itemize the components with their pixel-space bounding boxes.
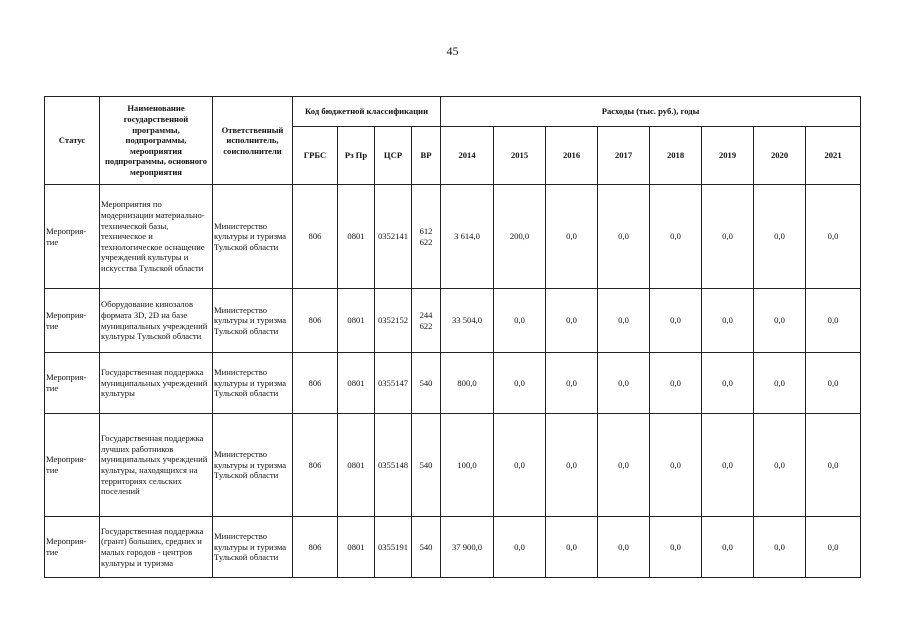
row-amount: 0,0: [754, 185, 806, 289]
row-amount: 0,0: [494, 414, 546, 517]
row-grbs: 806: [293, 517, 338, 578]
row-name: Государственная поддержка (грант) больших, средних и малых городов - центров культуры и туризма: [100, 517, 213, 578]
row-amount: 0,0: [702, 289, 754, 353]
row-name: Мероприятия по модернизации материально-технической базы, техническое и технологическое оснащение учреждений культуры и искусства Тульской области: [100, 185, 213, 289]
row-rzpr: 0801: [338, 185, 375, 289]
header-year: 2014: [441, 127, 494, 185]
row-amount: 0,0: [754, 414, 806, 517]
row-amount: 0,0: [598, 289, 650, 353]
row-amount: 0,0: [702, 517, 754, 578]
row-amount: 0,0: [546, 289, 598, 353]
row-name: Оборудование кинозалов формата 3D, 2D на базе муниципальных учреждений культуры Тульской области: [100, 289, 213, 353]
row-amount: 3 614,0: [441, 185, 494, 289]
row-csr: 0352141: [375, 185, 412, 289]
row-vr: 244 622: [412, 289, 441, 353]
row-amount: 0,0: [546, 353, 598, 414]
row-amount: 33 504,0: [441, 289, 494, 353]
row-status: Мероприя-тие: [45, 414, 100, 517]
header-rzpr: Рз Пр: [338, 127, 375, 185]
row-amount: 0,0: [702, 414, 754, 517]
row-amount: 0,0: [650, 517, 702, 578]
row-amount: 0,0: [806, 414, 861, 517]
row-amount: 0,0: [546, 185, 598, 289]
row-amount: 0,0: [546, 414, 598, 517]
row-status: Мероприя-тие: [45, 185, 100, 289]
row-amount: 0,0: [806, 289, 861, 353]
row-amount: 0,0: [806, 353, 861, 414]
table-row: [45, 517, 861, 578]
row-amount: 0,0: [494, 289, 546, 353]
row-amount: 200,0: [494, 185, 546, 289]
table-row: [45, 414, 861, 517]
row-amount: 0,0: [754, 353, 806, 414]
row-executor: Министерство культуры и туризма Тульской области: [213, 414, 293, 517]
row-amount: 0,0: [702, 185, 754, 289]
header-year: 2020: [754, 127, 806, 185]
row-amount: 0,0: [598, 517, 650, 578]
header-name: Наименование государственной программы, подпрограммы, мероприятия подпрограммы, основного мероприятия: [100, 97, 213, 185]
row-vr: 540: [412, 517, 441, 578]
row-executor: Министерство культуры и туризма Тульской области: [213, 353, 293, 414]
row-vr: 540: [412, 353, 441, 414]
row-amount: 0,0: [650, 353, 702, 414]
row-grbs: 806: [293, 353, 338, 414]
row-amount: 0,0: [546, 517, 598, 578]
row-status: Мероприя-тие: [45, 289, 100, 353]
row-amount: 0,0: [598, 414, 650, 517]
header-year: 2016: [546, 127, 598, 185]
header-vr: ВР: [412, 127, 441, 185]
row-name: Государственная поддержка лучших работников муниципальных учреждений культуры, находящихся на территориях сельских поселений: [100, 414, 213, 517]
row-amount: 0,0: [754, 517, 806, 578]
row-csr: 0352152: [375, 289, 412, 353]
row-rzpr: 0801: [338, 414, 375, 517]
row-amount: 0,0: [650, 289, 702, 353]
row-amount: 100,0: [441, 414, 494, 517]
row-grbs: 806: [293, 185, 338, 289]
row-vr: 612 622: [412, 185, 441, 289]
budget-table: [44, 96, 861, 578]
row-executor: Министерство культуры и туризма Тульской области: [213, 185, 293, 289]
row-amount: 0,0: [806, 517, 861, 578]
header-year: 2018: [650, 127, 702, 185]
header-expenses: Расходы (тыс. руб.), годы: [441, 97, 861, 127]
row-grbs: 806: [293, 289, 338, 353]
row-status: Мероприя-тие: [45, 353, 100, 414]
row-csr: 0355191: [375, 517, 412, 578]
row-rzpr: 0801: [338, 353, 375, 414]
row-amount: 0,0: [650, 185, 702, 289]
header-year: 2019: [702, 127, 754, 185]
table-row: [45, 289, 861, 353]
row-amount: 0,0: [702, 353, 754, 414]
header-year: 2021: [806, 127, 861, 185]
row-csr: 0355148: [375, 414, 412, 517]
row-amount: 0,0: [806, 185, 861, 289]
header-grbs: ГРБС: [293, 127, 338, 185]
row-amount: 0,0: [650, 414, 702, 517]
header-year: 2015: [494, 127, 546, 185]
row-executor: Министерство культуры и туризма Тульской области: [213, 289, 293, 353]
row-name: Государственная поддержка муниципальных учреждений культуры: [100, 353, 213, 414]
row-vr: 540: [412, 414, 441, 517]
header-status: Статус: [45, 97, 100, 185]
header-executor: Ответственный исполнитель, соисполнители: [213, 97, 293, 185]
row-csr: 0355147: [375, 353, 412, 414]
header-year: 2017: [598, 127, 650, 185]
header-csr: ЦСР: [375, 127, 412, 185]
table-row: [45, 353, 861, 414]
header-budget-code: Код бюджетной классификации: [293, 97, 441, 127]
row-amount: 0,0: [754, 289, 806, 353]
page-number: 45: [446, 44, 459, 58]
row-amount: 0,0: [598, 185, 650, 289]
row-executor: Министерство культуры и туризма Тульской области: [213, 517, 293, 578]
row-rzpr: 0801: [338, 289, 375, 353]
row-amount: 800,0: [441, 353, 494, 414]
row-status: Мероприя-тие: [45, 517, 100, 578]
row-amount: 0,0: [494, 353, 546, 414]
row-amount: 37 900,0: [441, 517, 494, 578]
row-rzpr: 0801: [338, 517, 375, 578]
table-row: [45, 185, 861, 289]
row-amount: 0,0: [598, 353, 650, 414]
row-grbs: 806: [293, 414, 338, 517]
row-amount: 0,0: [494, 517, 546, 578]
